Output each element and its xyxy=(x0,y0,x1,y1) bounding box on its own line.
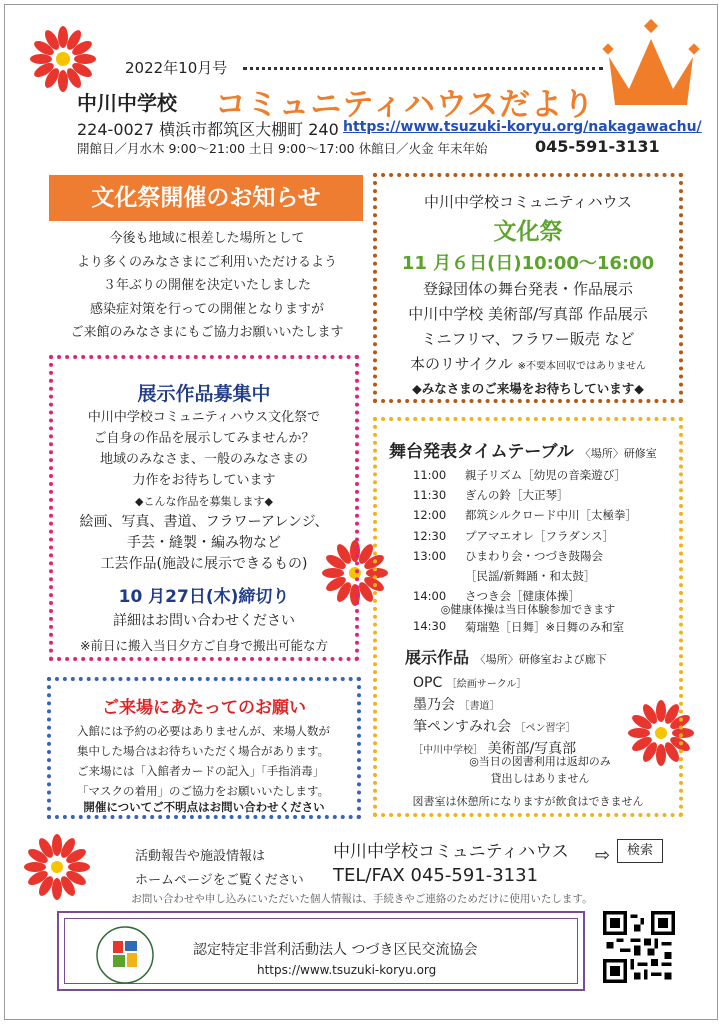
exhibit-note: ※前日に搬入当日夕方ご自身で搬出可能な方 xyxy=(80,638,328,653)
festival-recycle xyxy=(377,352,679,379)
opening-hours: 開館日／月水木 9:00～21:00 土日 9:00～17:00 休館日／火金 年末年始 xyxy=(77,141,488,156)
exhibits-list xyxy=(413,673,576,761)
exhibit-call-line: 地域のみなさま、一般のみなさまの xyxy=(99,452,308,467)
exhibit-genre: ［中川中学校］ xyxy=(413,745,483,756)
homepage-info xyxy=(135,845,304,893)
timetable-act: さつき会［健康体操］ xyxy=(465,589,580,604)
homepage-info-line: ホームページをご覧ください xyxy=(135,873,304,888)
timetable-time: 12:00 xyxy=(413,508,447,523)
newsletter-title: コミュニティハウスだより xyxy=(215,87,595,123)
timetable-list xyxy=(413,465,637,606)
timetable-note: ◎健康体操は当日体験参加できます xyxy=(440,603,616,616)
arrow-right-icon: ⇨ xyxy=(595,845,611,866)
timetable-time: 13:00 xyxy=(413,548,447,563)
timetable-heading: 舞台発表タイムテーブル xyxy=(389,442,574,462)
homepage-info-line: 活動報告や施設情報は xyxy=(135,849,266,864)
exhibit-genre: ［書道］ xyxy=(459,701,500,712)
exhibit-call-title: 展示作品募集中 xyxy=(137,383,271,405)
timetable-time: 11:00 xyxy=(413,468,447,482)
address: 224-0027 横浜市都筑区大棚町 240 xyxy=(77,120,339,139)
footer-phone: TEL/FAX 045-591-3131 xyxy=(333,865,539,886)
festival-line: 中川中学校 美術部/写真部 作品展示 xyxy=(408,305,648,323)
exhibits-heading: 展示作品 xyxy=(405,648,470,667)
notice-line: 今後も地域に根差した場所として xyxy=(109,231,305,246)
flyer-page xyxy=(4,4,718,1020)
timetable-row xyxy=(413,465,637,485)
timetable-row xyxy=(413,619,624,635)
festival-line: ミニフリマ、フラワー販売 など xyxy=(421,330,635,348)
exhibit-call-line: 力作をお待ちしています xyxy=(132,473,276,488)
homepage-link[interactable]: https://www.tsuzuki-koryu.org/nakagawachu/ xyxy=(343,119,702,135)
timetable-box xyxy=(373,417,683,817)
exhibit-item xyxy=(413,673,576,695)
library-note-line: 貸出しはありません xyxy=(490,772,590,785)
header-divider xyxy=(243,67,603,70)
visit-request-line: 入館には予約の必要はありませんが、来場人数が xyxy=(77,724,330,738)
exhibit-call-text xyxy=(53,407,355,575)
exhibit-call-line: ご自身の作品を展示してみませんか？ xyxy=(93,431,315,446)
exhibit-work-line: 工芸作品(施設に展示できるもの) xyxy=(100,556,308,572)
timetable-act: プアマエオレ［フラダンス］ xyxy=(465,528,615,543)
timetable-time: 14:30 xyxy=(413,619,447,633)
exhibit-name: 美術部/写真部 xyxy=(487,741,577,757)
privacy-notice: お問い合わせや申し込みにいただいた個人情報は、手続きやご連絡のためだけに使用いたします。 xyxy=(131,893,593,905)
visit-request-line: ご来場には「入館者カードの記入」「手指消毒」 xyxy=(77,764,325,778)
festival-date: 11 月６日(日)10:00～16:00 xyxy=(401,253,655,274)
timetable-title xyxy=(389,437,657,462)
visit-request-title: ご来場にあたってのお願い xyxy=(102,698,306,718)
timetable-row xyxy=(413,505,637,525)
search-button[interactable]: 検索 xyxy=(617,839,663,863)
exhibit-genre: ［絵画サークル］ xyxy=(446,679,527,690)
exhibit-contact: 詳細はお問い合わせください xyxy=(113,613,295,629)
org-link[interactable]: https://www.tsuzuki-koryu.org xyxy=(257,963,437,977)
library-rest-note: 図書室は休憩所になりますが飲食はできません xyxy=(412,795,644,808)
exhibit-work-line: 絵画、写真、書道、フラワーアレンジ、 xyxy=(79,514,329,530)
timetable-place: 〈場所〉研修室 xyxy=(579,447,657,460)
crown-icon xyxy=(601,17,701,113)
visit-request-box xyxy=(47,677,361,819)
festival-welcome: ◆みなさまのご来場をお待ちしています◆ xyxy=(412,381,644,396)
library-note xyxy=(435,753,645,787)
notice-line: 感染症対策を行っての開催となりますが xyxy=(89,301,324,317)
exhibit-call-subheading: ◆こんな作品を募集します◆ xyxy=(135,495,273,508)
exhibit-item xyxy=(413,717,576,739)
exhibit-work-line: 手芸・縫製・編み物など xyxy=(127,535,281,551)
festival-details xyxy=(377,277,679,379)
festival-notice-text xyxy=(45,227,369,345)
timetable-row xyxy=(413,526,637,546)
timetable-row xyxy=(413,566,637,586)
library-note-line: ◎当日の図書利用は返却のみ xyxy=(469,755,611,768)
footer-center-name: 中川中学校コミュニティハウス xyxy=(333,842,569,862)
exhibit-item xyxy=(413,695,576,717)
exhibits-place: 〈場所〉研修室および廊下 xyxy=(474,653,607,666)
notice-line: より多くのみなさまにご利用いただけるよう xyxy=(76,254,337,270)
visit-request-contact: 開催についてご不明点はお問い合わせください xyxy=(83,800,325,814)
timetable-time: 11:30 xyxy=(413,488,447,503)
exhibits-title xyxy=(405,645,607,668)
exhibit-genre: ［ペン習字］ xyxy=(515,723,576,734)
notice-line: ご来館のみなさまにもご協力お願いいたします xyxy=(70,325,344,341)
timetable-act: ［民謡/新舞踊・和太鼓］ xyxy=(465,569,596,584)
timetable-act: ぎんの鈴［大正琴］ xyxy=(465,488,569,503)
timetable-row xyxy=(413,485,637,505)
notice-line: ３年ぶりの開催を決定いたしました xyxy=(102,278,311,294)
timetable-act: 菊瑞塾［日舞］※日舞のみ和室 xyxy=(465,620,625,634)
festival-box xyxy=(373,173,683,403)
timetable-act: ひまわり会・つづき鼓陽会 xyxy=(465,548,603,563)
visit-request-text xyxy=(77,721,347,801)
festival-title: 文化祭 xyxy=(493,219,563,245)
festival-line: 登録団体の舞台発表・作品展示 xyxy=(422,280,633,298)
org-banner-inner xyxy=(64,918,578,984)
exhibit-deadline: 10 月27日(木)締切り xyxy=(118,587,290,607)
festival-notice-banner: 文化祭開催のお知らせ xyxy=(49,175,363,221)
timetable-time xyxy=(413,566,465,586)
org-logo-icon xyxy=(95,925,155,985)
exhibit-name: 墨乃会 xyxy=(413,697,455,713)
exhibit-call-box xyxy=(49,355,359,661)
school-name: 中川中学校 xyxy=(77,91,177,115)
header-phone: 045-591-3131 xyxy=(535,137,660,156)
visit-request-line: 「マスクの着用」のご協力をお願いいたします。 xyxy=(77,784,330,798)
exhibit-name: 筆ペンすみれ会 xyxy=(413,719,511,735)
recycle-note: ※不要本回収ではありません xyxy=(517,361,647,372)
org-banner xyxy=(57,911,585,991)
timetable-row xyxy=(413,546,637,566)
timetable-time: 14:00 xyxy=(413,589,447,604)
exhibit-name: OPC xyxy=(413,675,443,691)
issue-date: 2022年10月号 xyxy=(125,59,228,77)
exhibit-call-line: 中川中学校コミュニティハウス文化祭で xyxy=(87,410,321,425)
timetable-time: 12:30 xyxy=(413,528,447,543)
recycle-label: 本のリサイクル xyxy=(409,355,513,373)
festival-org: 中川中学校コミュニティハウス xyxy=(423,193,633,211)
timetable-act: 都筑シルクロード中川［太極拳］ xyxy=(465,508,637,523)
timetable-act: 親子リズム［幼児の音楽遊び］ xyxy=(465,468,626,482)
qr-code-icon[interactable] xyxy=(603,911,675,983)
org-name: 認定特定非営利活動法人 つづき区民交流協会 xyxy=(193,942,478,958)
visit-request-line: 集中した場合はお待ちいただく場合があります。 xyxy=(77,744,330,758)
